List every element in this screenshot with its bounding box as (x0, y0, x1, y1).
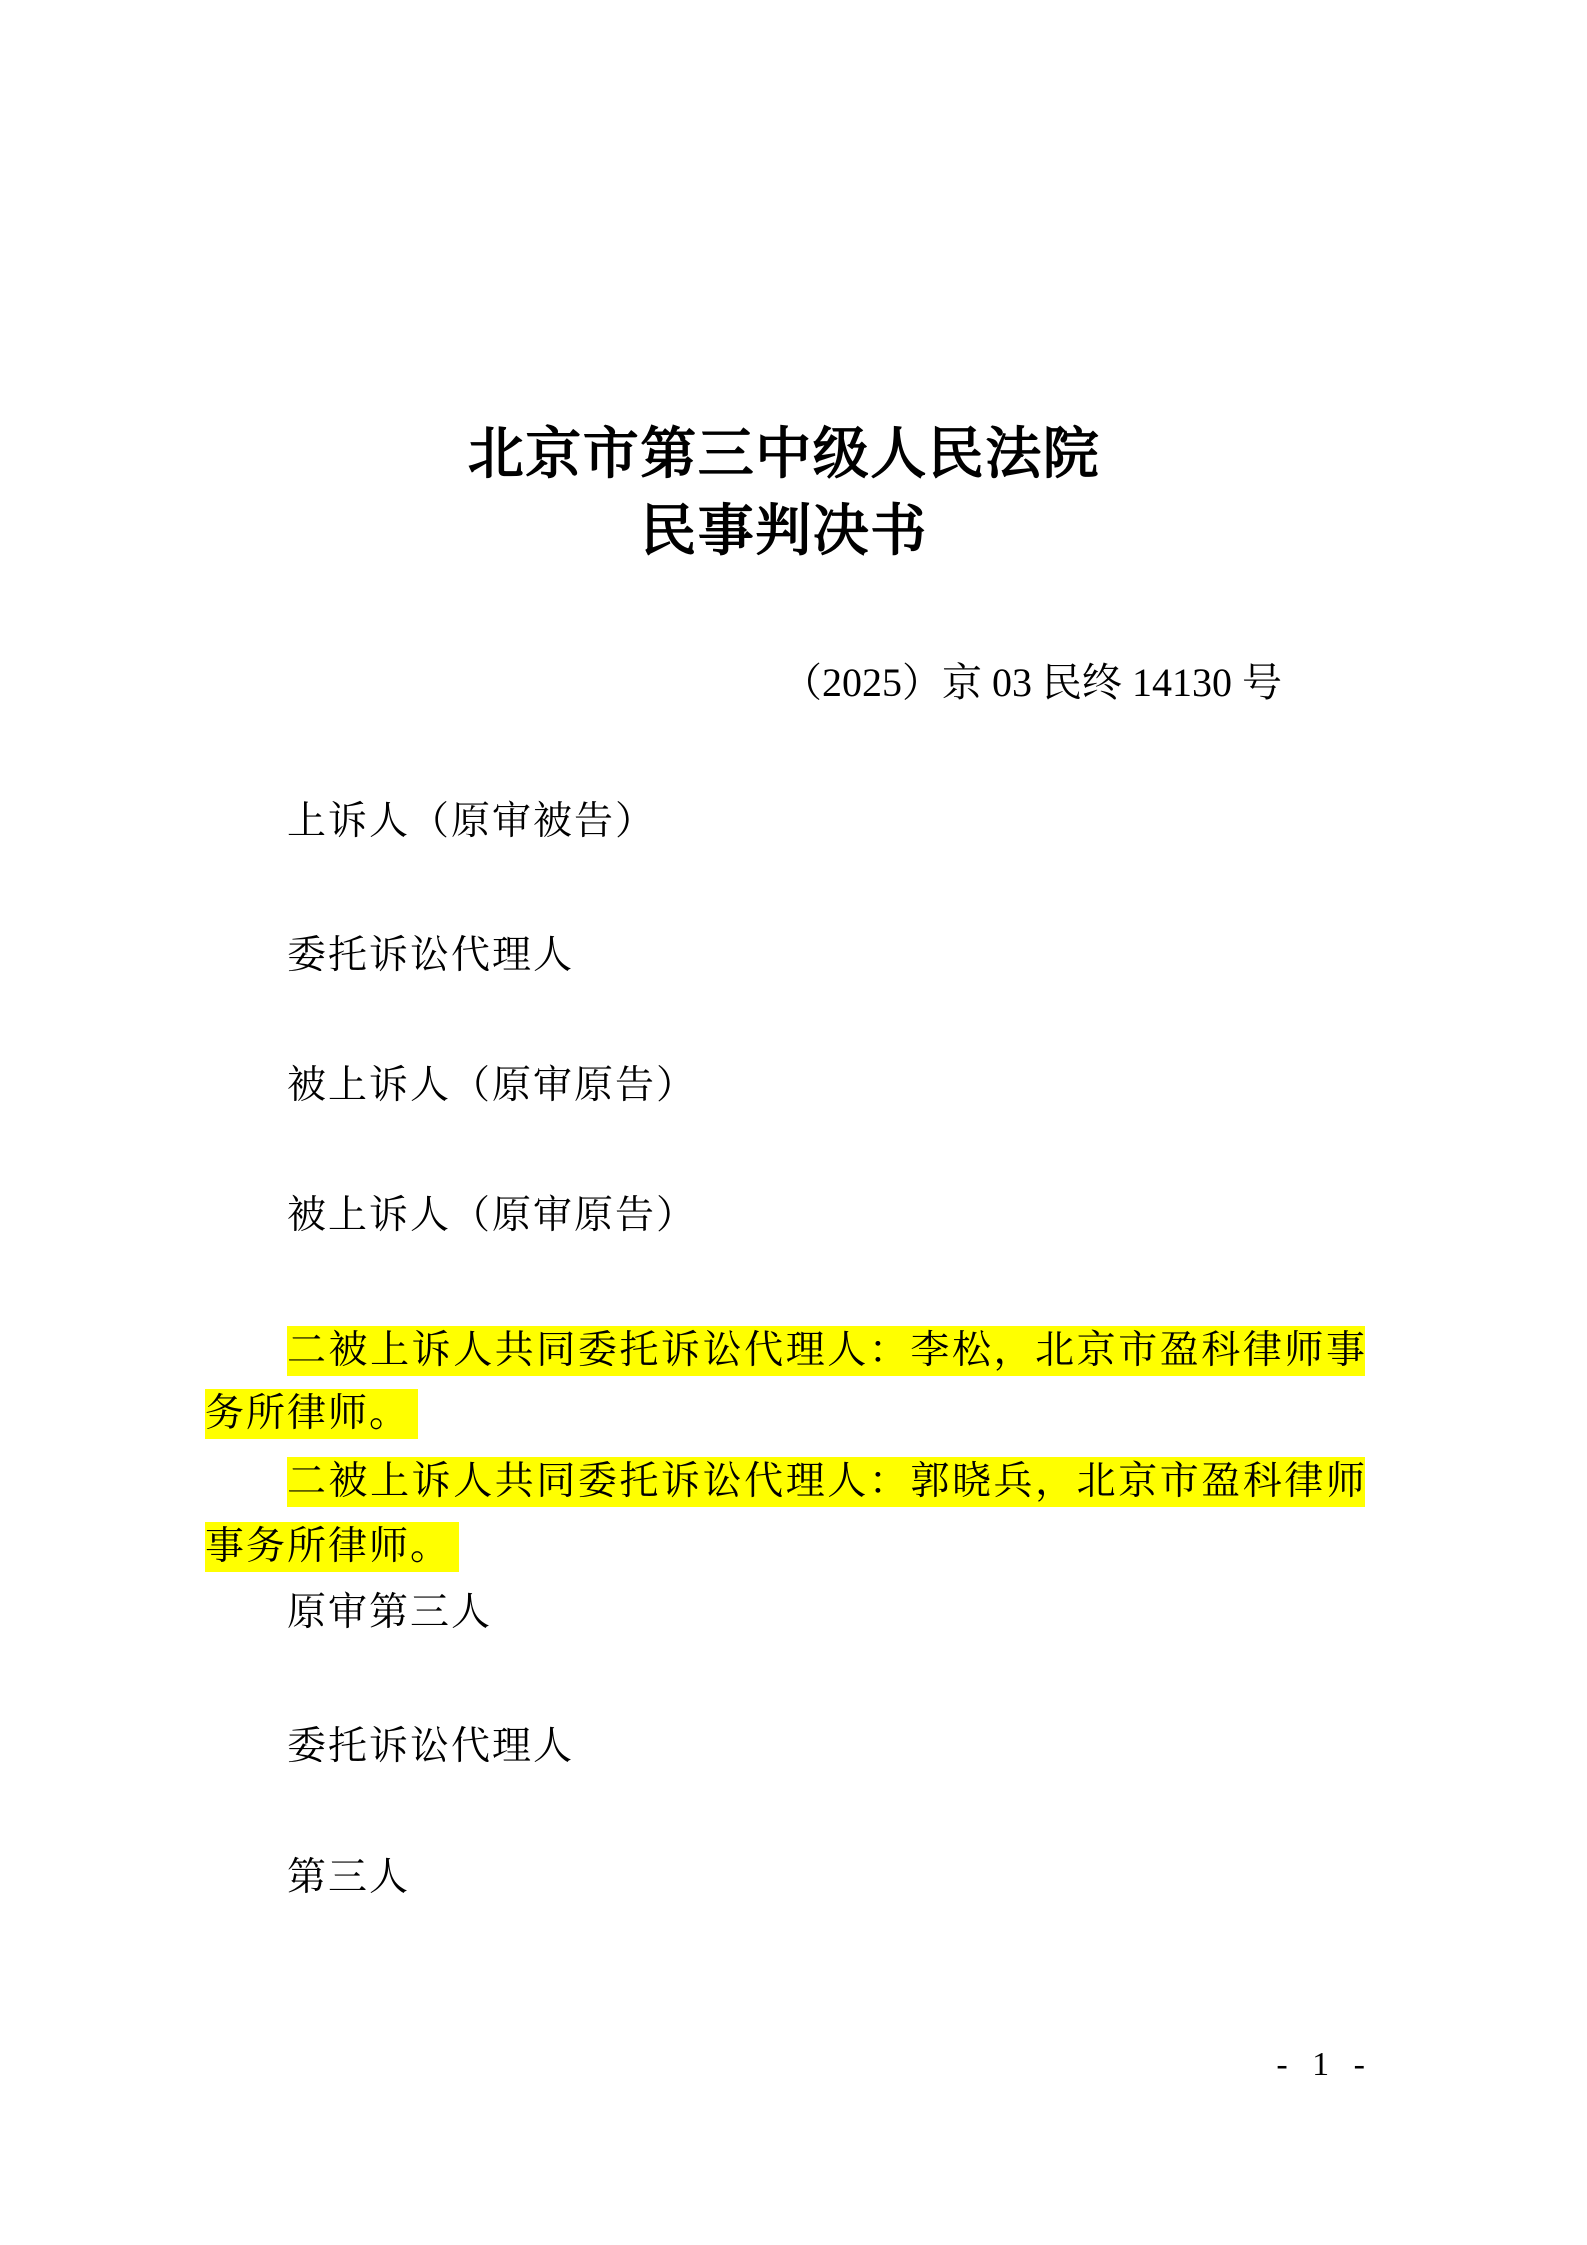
party-appellant: 上诉人（原审被告） (287, 800, 657, 843)
joint-agent-1-line-2: 务所律师。 (205, 1389, 418, 1439)
party-appellee-1: 被上诉人（原审原告） (287, 1064, 698, 1107)
party-third-party-agent: 委托诉讼代理人 (287, 1725, 575, 1768)
page-number: - 1 - (1276, 2046, 1373, 2083)
party-appellee-2: 被上诉人（原审原告） (287, 1194, 698, 1237)
case-number: （2025）京 03 民终 14130 号 (782, 660, 1282, 705)
joint-agent-2-line-1: 二被上诉人共同委托诉讼代理人：郭晓兵，北京市盈科律师 (287, 1457, 1365, 1507)
joint-agent-1-line-1: 二被上诉人共同委托诉讼代理人：李松，北京市盈科律师事 (287, 1326, 1365, 1376)
party-third-party: 第三人 (287, 1856, 411, 1899)
joint-agent-2-line-2: 事务所律师。 (205, 1522, 459, 1572)
party-original-third-party: 原审第三人 (287, 1591, 493, 1634)
party-appellant-agent: 委托诉讼代理人 (287, 934, 575, 977)
document-title: 民事判决书 (640, 501, 928, 563)
court-name-heading: 北京市第三中级人民法院 (467, 424, 1101, 486)
